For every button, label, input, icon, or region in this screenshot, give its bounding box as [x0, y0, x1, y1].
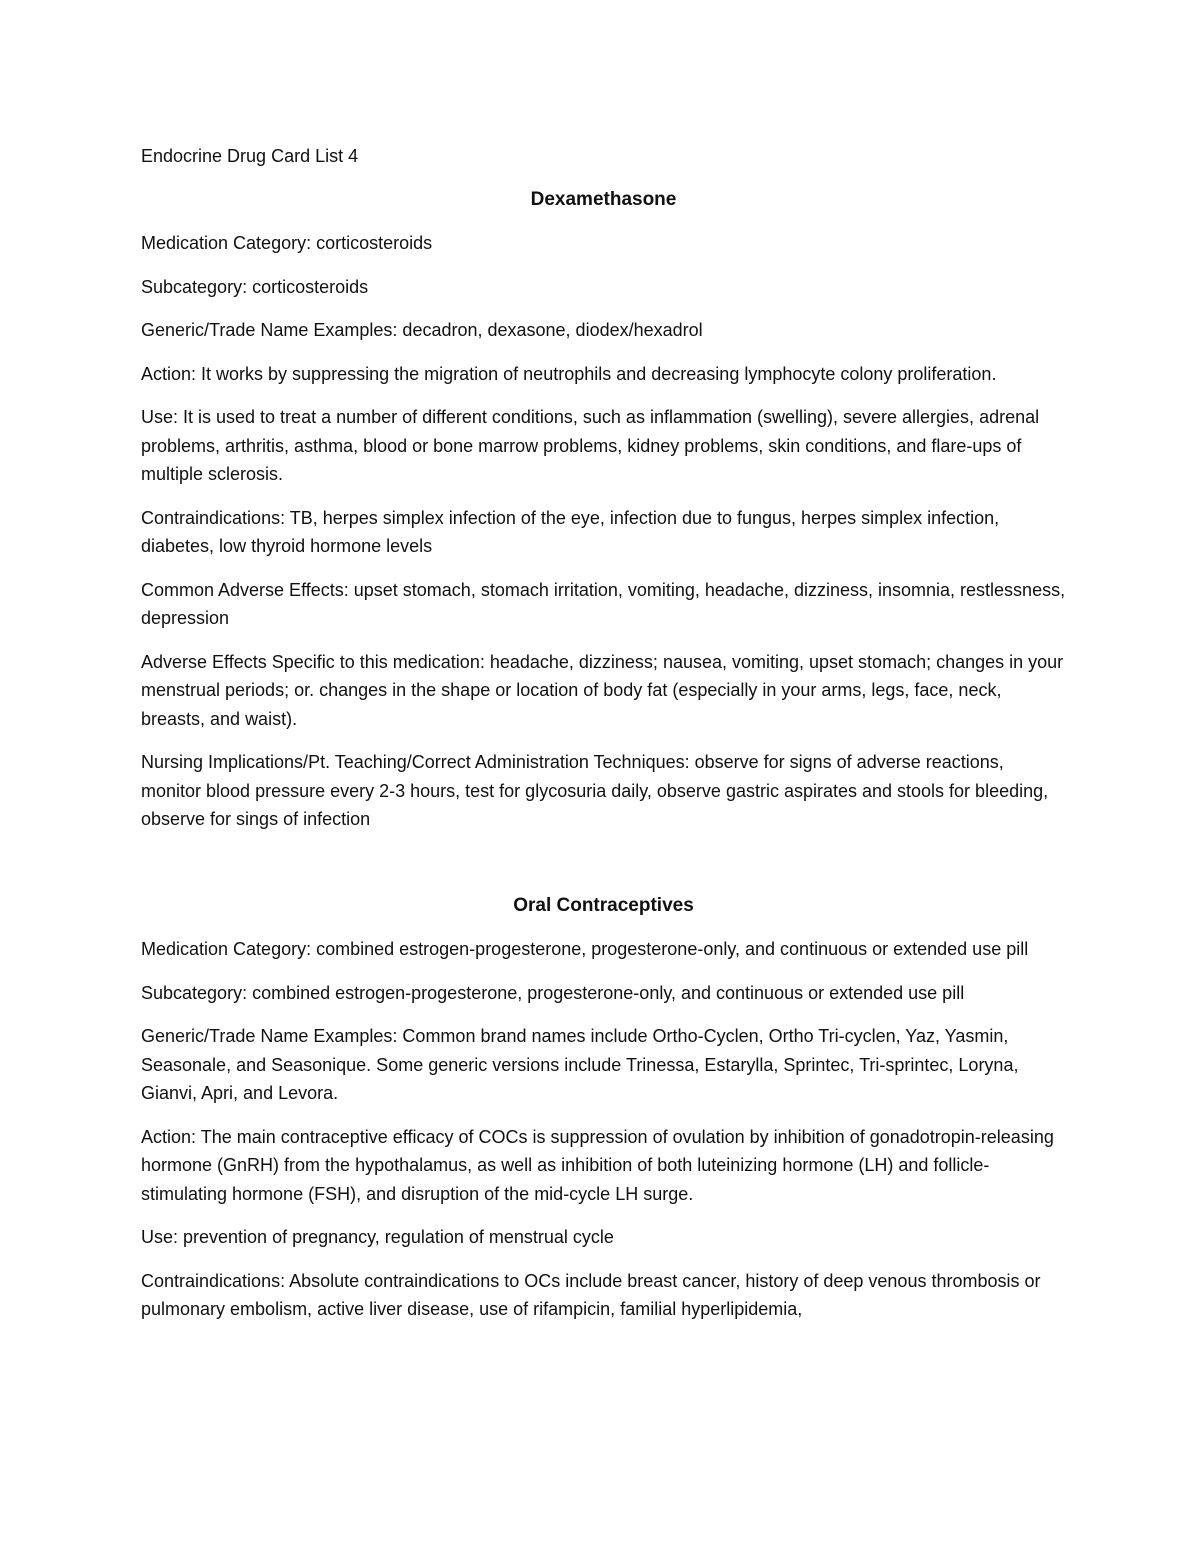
document-title: Endocrine Drug Card List 4 [141, 146, 359, 166]
section-dexamethasone [141, 186, 1066, 834]
field-common-adverse-effects: Common Adverse Effects: upset stomach, stomach irritation, vomiting, headache, dizziness, insomnia, restlessness, depression [141, 579, 1066, 628]
field-action: Action: It works by suppressing the migration of neutrophils and decreasing lymphocyte colony proliferation. [141, 363, 997, 384]
field-generic-trade-names: Generic/Trade Name Examples: Common brand names include Ortho-Cyclen, Ortho Tri-cyclen, Yaz, Yasmin, Seasonale, and Seasonique. Some generic versions include Trinessa, Estarylla, Sprintec, Tri-sprintec, Loryna, Gianvi, Apri, and Levora. [141, 1026, 1019, 1103]
field-medication-category: Medication Category: corticosteroids [141, 233, 433, 253]
section-heading: Oral Contraceptives [513, 894, 694, 916]
field-use: Use: prevention of pregnancy, regulation of menstrual cycle [141, 1227, 614, 1247]
section-heading: Dexamethasone [530, 188, 677, 210]
field-use: Use: It is used to treat a number of different conditions, such as inflammation (swelling), severe allergies, adrenal problems, arthritis, asthma, blood or bone marrow problems, kidney problems, skin conditions, and flare-ups of multiple sclerosis. [141, 407, 1040, 484]
section-oral-contraceptives [141, 892, 1066, 1324]
field-generic-trade-names: Generic/Trade Name Examples: decadron, dexasone, diodex/hexadrol [141, 320, 703, 340]
field-contraindications: Contraindications: Absolute contraindications to OCs include breast cancer, history of deep venous thrombosis or pulmonary embolism, active liver disease, use of rifampicin, familial hyperlipidemia, [141, 1270, 1041, 1319]
field-subcategory: Subcategory: corticosteroids [141, 276, 369, 297]
field-nursing-implications: Nursing Implications/Pt. Teaching/Correct Administration Techniques: observe for signs of adverse reactions, monitor blood pressure every 2-3 hours, test for glycosuria daily, observe gastric aspirates and stools for bleeding, observe for sings of infection [141, 752, 1049, 829]
field-specific-adverse-effects: Adverse Effects Specific to this medication: headache, dizziness; nausea, vomiting, upset stomach; changes in your menstrual periods; or. changes in the shape or location of body fat (especially in your arms, legs, face, neck, breasts, and waist). [141, 651, 1064, 729]
document-page [141, 142, 1066, 1339]
field-action: Action: The main contraceptive efficacy of COCs is suppression of ovulation by inhibition of gonadotropin-releasing hormone (GnRH) from the hypothalamus, as well as inhibition of both luteinizing hormone (LH) and follicle-stimulating hormone (FSH), and disruption of the mid-cycle LH surge. [141, 1126, 1054, 1204]
field-medication-category: Medication Category: combined estrogen-progesterone, progesterone-only, and continuous or extended use pill [141, 939, 1029, 959]
field-subcategory: Subcategory: combined estrogen-progesterone, progesterone-only, and continuous or extended use pill [141, 982, 965, 1003]
field-contraindications: Contraindications: TB, herpes simplex infection of the eye, infection due to fungus, herpes simplex infection, diabetes, low thyroid hormone levels [141, 507, 1000, 556]
section-spacer [141, 849, 1066, 892]
